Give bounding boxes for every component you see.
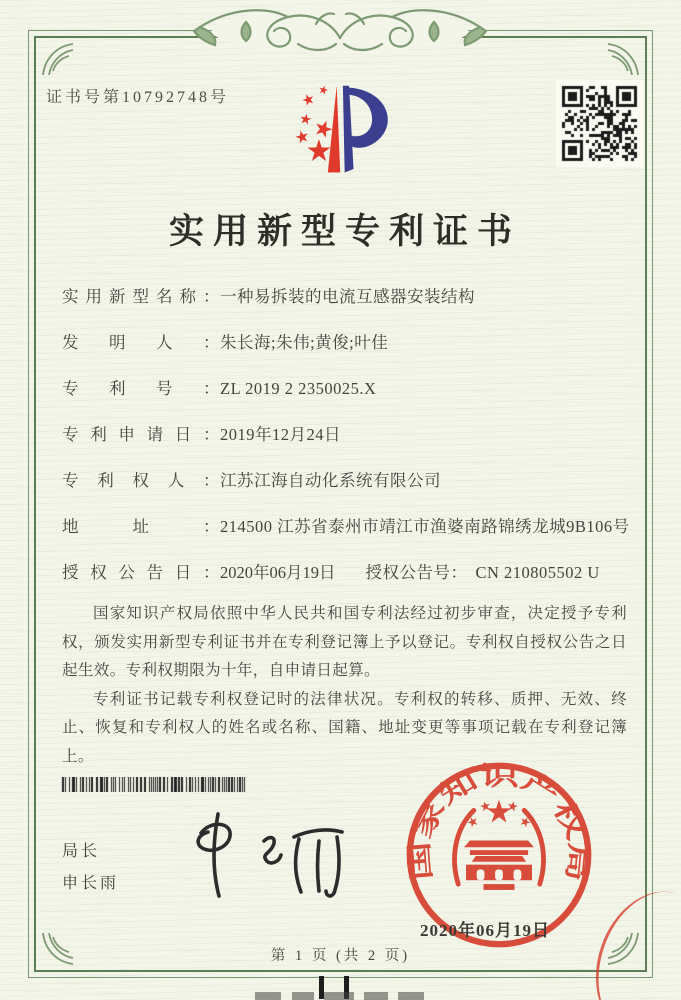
field-value: 2020年06月19日 [220, 563, 336, 582]
qr-code-icon [556, 80, 643, 167]
peek-smudge [292, 992, 314, 1000]
peek-smudge [324, 992, 354, 1000]
field-grant-announcement [62, 564, 625, 582]
legal-paragraph-1: 国家知识产权局依照中华人民共和国专利法经过初步审查，决定授予专利权，颁发实用新型专利证书并在专利登记簿上予以登记。专利权自授权公告之日起生效。专利权期限为十年，自申请日起算。 [62, 605, 627, 679]
field-label: 发明人： [62, 333, 220, 352]
page-footer: 第 1 页 (共 2 页) [270, 948, 411, 964]
field-utility-model-name [62, 288, 625, 306]
top-flourish-ornament [170, 0, 510, 66]
peek-smudge [364, 992, 388, 1000]
field-label: 专利权人： [62, 471, 220, 490]
field-label: 专利申请日： [62, 425, 220, 444]
certificate-fields [62, 287, 630, 610]
field-value: 一种易拆装的电流互感器安装结构 [220, 287, 475, 306]
field-value: 2019年12月24日 [220, 425, 341, 444]
field-patentee [62, 472, 625, 490]
field-label: 授权公告号： [365, 563, 468, 582]
seal-date: 2020年06月19日 [420, 921, 550, 940]
peek-smudge [255, 992, 281, 1000]
corner-ornament-icon [40, 42, 74, 76]
field-value: 江苏江海自动化系统有限公司 [220, 471, 441, 490]
field-value: 朱长海;朱伟;黄俊;叶佳 [220, 333, 389, 352]
peek-smudge [398, 992, 424, 1000]
field-label: 专利号： [62, 379, 220, 398]
director-signature-icon [176, 806, 366, 900]
field-value: CN 210805502 U [475, 563, 600, 582]
field-label: 地址： [62, 517, 220, 536]
field-label: 实用新型名称： [62, 287, 220, 306]
field-label: 授权公告日： [62, 563, 220, 582]
seal-text: 国家知识产权局 [405, 761, 594, 882]
field-value: ZL 2019 2 2350025.X [220, 379, 377, 398]
field-filing-date [62, 426, 625, 444]
cnipa-logo-icon [280, 74, 404, 186]
field-value: 214500 江苏省泰州市靖江市渔婆南路锦绣龙城9B106号 [220, 517, 630, 536]
field-patent-number [62, 380, 625, 398]
svg-text:国家知识产权局 [405, 762, 593, 883]
field-inventors [62, 334, 625, 352]
certificate-title: 实用新型专利证书 [168, 212, 521, 251]
director-name: 申长雨 [62, 875, 120, 892]
legal-paragraph-2: 专利证书记载专利权登记时的法律状况。专利权的转移、质押、无效、终止、恢复和专利权人的姓名或名称、国籍、地址变更等事项记载在专利登记簿上。 [62, 690, 627, 765]
barcode-icon [60, 777, 250, 792]
director-title: 局长 [62, 843, 101, 860]
corner-ornament-icon [607, 42, 641, 76]
certificate-number: 证书号第10792748号 [46, 89, 230, 106]
field-address [62, 517, 630, 536]
legal-text [62, 600, 627, 771]
